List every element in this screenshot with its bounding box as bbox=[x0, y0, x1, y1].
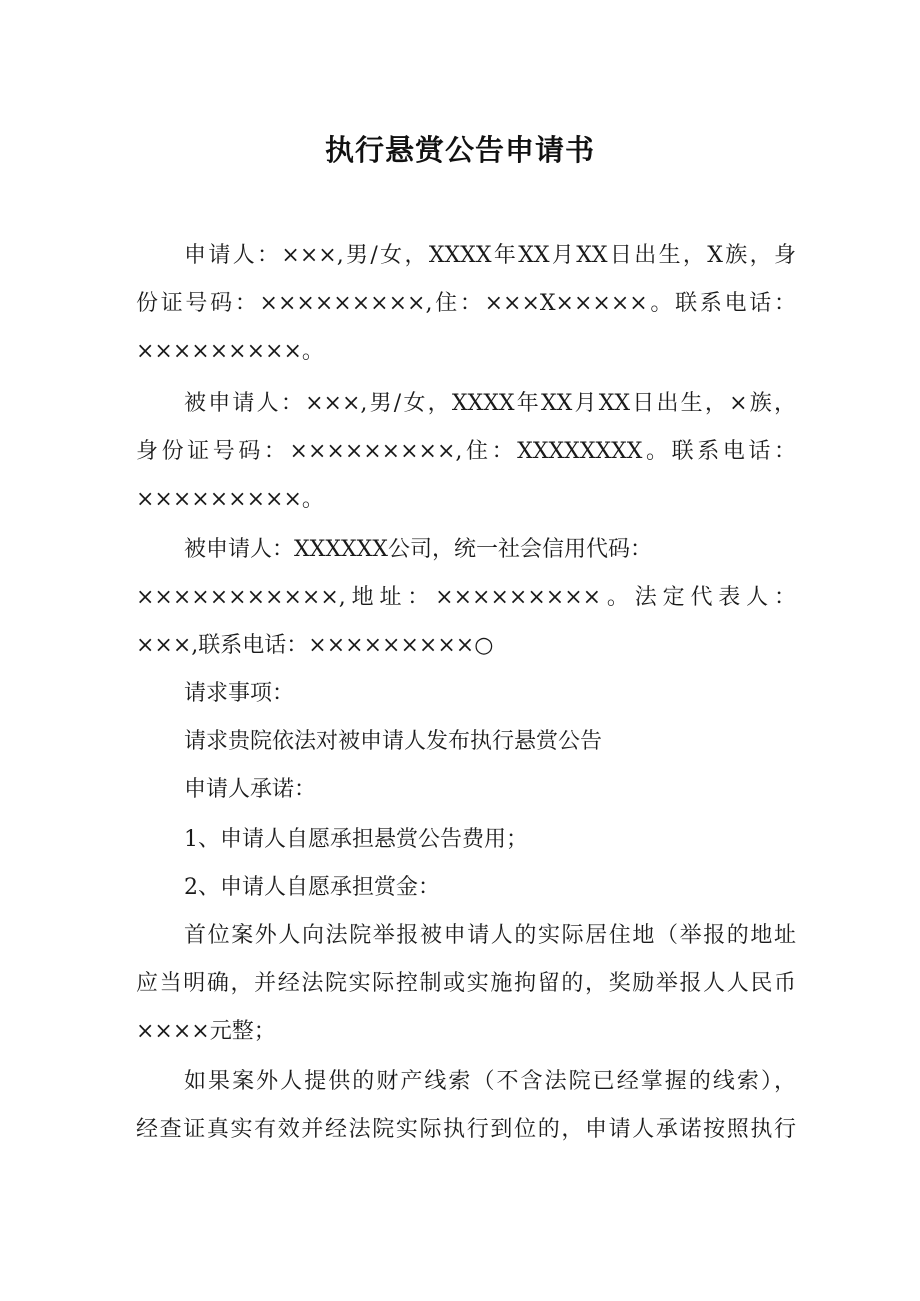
respondent-company-line-3: ×××,联系电话：×××××××××○ bbox=[136, 633, 494, 658]
applicant-line-2: 份证号码：×××××××××,住：×××X×××××。联系电话： bbox=[136, 291, 796, 316]
respondent-company-line-2: ×××××××××××,地址：×××××××××。法定代表人： bbox=[136, 585, 796, 610]
commitment-item-1: 1、申请人自愿承担悬赏公告费用； bbox=[184, 827, 528, 852]
applicant-line-3: ×××××××××。 bbox=[136, 339, 324, 364]
reward-clause-line-3: ××××元整； bbox=[136, 1019, 276, 1044]
respondent-line-1: 被申请人：×××,男/女，XXXX年XX月XX日出生，×族， bbox=[184, 391, 796, 416]
respondent-company-line-1: 被申请人：XXXXXX公司，统一社会信用代码： bbox=[184, 537, 652, 562]
commitment-item-2: 2、申请人自愿承担赏金： bbox=[184, 875, 440, 900]
document-title: 执行悬赏公告申请书 bbox=[324, 133, 595, 167]
commitment-heading: 申请人承诺： bbox=[184, 777, 317, 802]
property-clause-line-1: 如果案外人提供的财产线索（不含法院已经掌握的线索）， bbox=[184, 1069, 796, 1094]
applicant-line-1: 申请人：×××,男/女，XXXX年XX月XX日出生，X族，身 bbox=[184, 243, 796, 268]
property-clause-line-2: 经查证真实有效并经法院实际执行到位的，申请人承诺按照执行 bbox=[136, 1117, 796, 1142]
respondent-line-2: 身份证号码：×××××××××,住：XXXXXXXX。联系电话： bbox=[136, 439, 796, 464]
request-content: 请求贵院依法对被申请人发布执行悬赏公告 bbox=[184, 729, 603, 754]
reward-clause-line-1: 首位案外人向法院举报被申请人的实际居住地（举报的地址 bbox=[184, 923, 796, 948]
reward-clause-line-2: 应当明确，并经法院实际控制或实施拘留的，奖励举报人人民币 bbox=[136, 971, 796, 996]
respondent-line-3: ×××××××××。 bbox=[136, 487, 324, 512]
request-heading: 请求事项： bbox=[184, 681, 295, 706]
